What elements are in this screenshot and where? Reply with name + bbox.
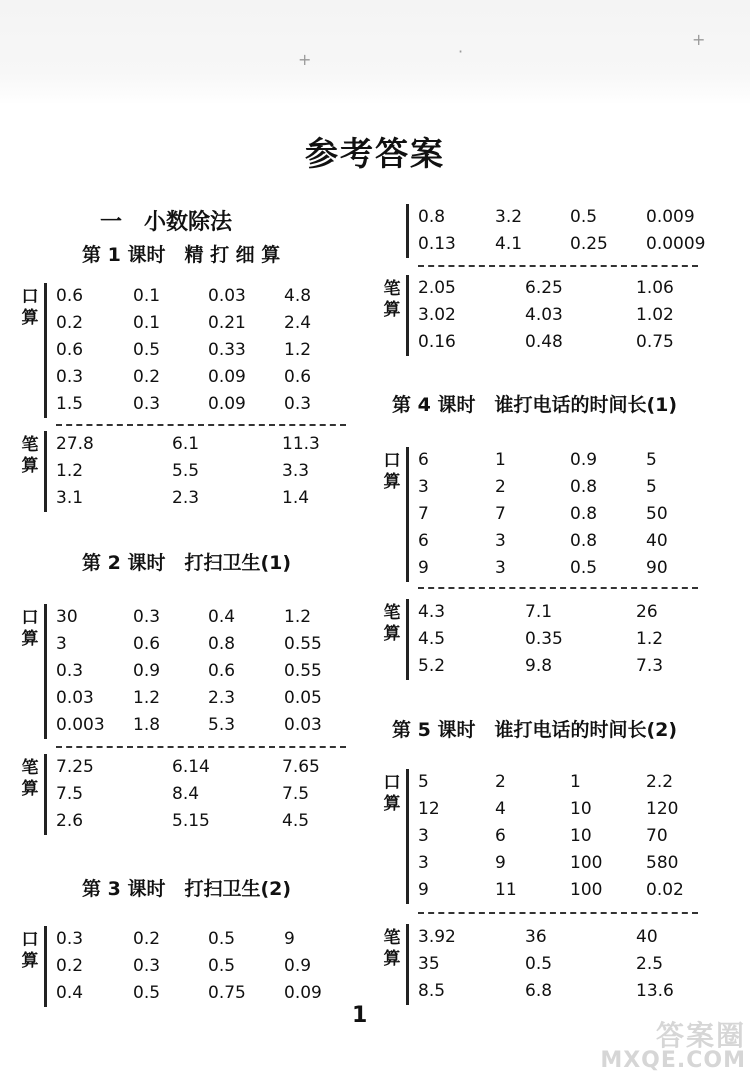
answer-value: 8.5 (418, 981, 446, 1001)
answer-value: 3 (418, 853, 429, 873)
answer-value: 9 (284, 929, 295, 949)
answer-value: 0.8 (418, 207, 446, 227)
answer-value: 7.25 (56, 757, 94, 777)
answer-value: 1.8 (133, 715, 161, 735)
bracket-bar (406, 769, 409, 904)
answer-value: 100 (570, 853, 603, 873)
answer-value: 0.9 (284, 956, 312, 976)
answer-value: 0.003 (56, 715, 105, 735)
watermark-url: MXQE.COM (600, 1048, 746, 1073)
label-char: 口 (21, 608, 39, 628)
answer-value: 0.55 (284, 661, 322, 681)
answer-value: 1 (570, 772, 581, 792)
written-label (382, 603, 402, 645)
answer-value: 9 (418, 558, 429, 578)
label-char: 算 (21, 951, 39, 971)
answer-value: 0.2 (56, 956, 84, 976)
answer-value: 0.3 (56, 661, 84, 681)
answer-value: 0.13 (418, 234, 456, 254)
answer-value: 0.6 (133, 634, 161, 654)
answer-value: 0.3 (133, 394, 161, 414)
watermark-text: 答案圈 (655, 1019, 746, 1052)
answer-value: 7.1 (525, 602, 553, 622)
answer-value: 0.25 (570, 234, 608, 254)
answer-value: 0.5 (208, 929, 236, 949)
page-number: 1 (352, 1003, 368, 1028)
answer-value: 9.8 (525, 656, 553, 676)
bracket-bar (44, 604, 47, 739)
answer-value: 40 (636, 927, 658, 947)
oral-label (20, 287, 40, 329)
label-char: 口 (21, 930, 39, 950)
answer-value: 0.75 (636, 332, 674, 352)
answer-value: 9 (418, 880, 429, 900)
bracket-bar (406, 599, 409, 680)
label-char: 算 (383, 472, 401, 492)
bracket-bar (44, 926, 47, 1007)
answer-value: 50 (646, 504, 668, 524)
scan-speck: + (692, 30, 706, 49)
answer-value: 1.2 (133, 688, 161, 708)
answer-value: 0.8 (208, 634, 236, 654)
bracket-bar (406, 924, 409, 1005)
answer-value: 0.05 (284, 688, 322, 708)
written-label (382, 928, 402, 970)
answer-value: 0.03 (56, 688, 94, 708)
label-char: 笔 (21, 758, 39, 778)
answer-value: 6 (495, 826, 506, 846)
answer-value: 0.03 (208, 286, 246, 306)
answer-value: 10 (570, 826, 592, 846)
written-label (20, 435, 40, 477)
answer-value: 3 (495, 531, 506, 551)
answer-value: 0.5 (133, 983, 161, 1003)
answer-value: 3.2 (495, 207, 523, 227)
answer-value: 580 (646, 853, 679, 873)
answer-value: 0.4 (56, 983, 84, 1003)
answer-value: 6.25 (525, 278, 563, 298)
label-char: 算 (21, 456, 39, 476)
answer-value: 5.3 (208, 715, 236, 735)
answer-value: 7.65 (282, 757, 320, 777)
answer-value: 4 (495, 799, 506, 819)
answer-value: 2.5 (636, 954, 664, 974)
answer-value: 1 (495, 450, 506, 470)
answer-value: 1.2 (56, 461, 84, 481)
answer-value: 1.2 (284, 340, 312, 360)
written-label (20, 758, 40, 800)
answer-value: 0.2 (56, 313, 84, 333)
answer-value: 4.03 (525, 305, 563, 325)
oral-label (382, 773, 402, 815)
label-char: 算 (383, 624, 401, 644)
answer-value: 3 (495, 558, 506, 578)
answer-value: 35 (418, 954, 440, 974)
answer-value: 3 (418, 477, 429, 497)
label-char: 算 (21, 308, 39, 328)
answer-value: 0.48 (525, 332, 563, 352)
lesson-heading: 第 3 课时 打扫卫生(2) (82, 878, 292, 900)
answer-value: 5 (646, 450, 657, 470)
bracket-bar (44, 431, 47, 512)
label-char: 笔 (383, 928, 401, 948)
answer-value: 3.3 (282, 461, 310, 481)
label-char: 笔 (383, 279, 401, 299)
answer-value: 4.3 (418, 602, 446, 622)
answer-value: 7.5 (282, 784, 310, 804)
answer-value: 0.5 (525, 954, 553, 974)
answer-value: 13.6 (636, 981, 674, 1001)
answer-value: 90 (646, 558, 668, 578)
answer-value: 27.8 (56, 434, 94, 454)
answer-value: 0.6 (208, 661, 236, 681)
answer-value: 0.09 (284, 983, 322, 1003)
answer-value: 0.5 (570, 558, 598, 578)
label-char: 算 (383, 300, 401, 320)
answer-value: 0.02 (646, 880, 684, 900)
answer-value: 5 (418, 772, 429, 792)
answer-value: 0.9 (570, 450, 598, 470)
answer-value: 0.75 (208, 983, 246, 1003)
answer-value: 0.8 (570, 504, 598, 524)
answer-value: 3 (418, 826, 429, 846)
answer-value: 1.06 (636, 278, 674, 298)
answer-value: 1.2 (284, 607, 312, 627)
answer-value: 1.4 (282, 488, 310, 508)
label-char: 算 (383, 949, 401, 969)
answer-value: 5.15 (172, 811, 210, 831)
answer-value: 0.1 (133, 286, 161, 306)
bracket-bar (406, 204, 409, 258)
answer-value: 0.0009 (646, 234, 706, 254)
answer-value: 30 (56, 607, 78, 627)
answer-value: 4.1 (495, 234, 523, 254)
bracket-bar (44, 754, 47, 835)
answer-value: 40 (646, 531, 668, 551)
answer-value: 5.2 (418, 656, 446, 676)
answer-value: 7.3 (636, 656, 664, 676)
answer-value: 4.8 (284, 286, 312, 306)
label-char: 口 (21, 287, 39, 307)
answer-value: 100 (570, 880, 603, 900)
answer-value: 0.3 (133, 956, 161, 976)
answer-value: 11 (495, 880, 517, 900)
answer-value: 0.9 (133, 661, 161, 681)
answer-value: 0.6 (56, 340, 84, 360)
answer-value: 2.05 (418, 278, 456, 298)
scan-speck: + (298, 50, 312, 69)
answer-value: 2.6 (56, 811, 84, 831)
answer-value: 6.1 (172, 434, 200, 454)
answer-value: 2.4 (284, 313, 312, 333)
label-char: 笔 (383, 603, 401, 623)
lesson-heading: 第 4 课时 谁打电话的时间长(1) (392, 394, 678, 416)
answer-value: 5.5 (172, 461, 200, 481)
answer-value: 0.35 (525, 629, 563, 649)
answer-value: 0.4 (208, 607, 236, 627)
answer-value: 0.2 (133, 367, 161, 387)
answer-value: 4.5 (418, 629, 446, 649)
answer-value: 0.3 (133, 607, 161, 627)
answer-value: 7 (495, 504, 506, 524)
label-char: 口 (383, 773, 401, 793)
lesson-heading: 第 1 课时 精 打 细 算 (82, 244, 281, 266)
answer-value: 1.2 (636, 629, 664, 649)
answer-value: 2.3 (208, 688, 236, 708)
bracket-bar (406, 447, 409, 582)
answer-value: 0.33 (208, 340, 246, 360)
answer-value: 0.2 (133, 929, 161, 949)
page-title: 参考答案 (305, 134, 445, 173)
answer-value: 4.5 (282, 811, 310, 831)
answer-value: 0.5 (208, 956, 236, 976)
bracket-bar (44, 283, 47, 418)
label-char: 口 (383, 451, 401, 471)
answer-value: 5 (646, 477, 657, 497)
answer-value: 3.92 (418, 927, 456, 947)
answer-value: 6 (418, 531, 429, 551)
answer-value: 36 (525, 927, 547, 947)
answer-value: 0.3 (56, 929, 84, 949)
answer-value: 6.14 (172, 757, 210, 777)
dashed-divider (56, 424, 346, 426)
label-char: 算 (21, 629, 39, 649)
answer-value: 0.8 (570, 531, 598, 551)
answer-value: 0.3 (284, 394, 312, 414)
answer-value: 2.2 (646, 772, 674, 792)
oral-label (20, 930, 40, 972)
answer-value: 11.3 (282, 434, 320, 454)
answer-value: 0.009 (646, 207, 695, 227)
answer-value: 70 (646, 826, 668, 846)
answer-value: 12 (418, 799, 440, 819)
answer-value: 6.8 (525, 981, 553, 1001)
answer-value: 0.6 (56, 286, 84, 306)
dashed-divider (418, 587, 698, 589)
oral-label (382, 451, 402, 493)
answer-value: 8.4 (172, 784, 200, 804)
answer-value: 10 (570, 799, 592, 819)
answer-value: 0.16 (418, 332, 456, 352)
label-char: 算 (383, 794, 401, 814)
answer-value: 7 (418, 504, 429, 524)
answer-value: 0.8 (570, 477, 598, 497)
answer-value: 26 (636, 602, 658, 622)
lesson-heading: 第 2 课时 打扫卫生(1) (82, 552, 292, 574)
lesson-heading: 第 5 课时 谁打电话的时间长(2) (392, 719, 678, 741)
answer-value: 3.02 (418, 305, 456, 325)
label-char: 算 (21, 779, 39, 799)
answer-value: 0.5 (570, 207, 598, 227)
dashed-divider (56, 746, 346, 748)
answer-value: 120 (646, 799, 679, 819)
answer-value: 2.3 (172, 488, 200, 508)
answer-value: 0.3 (56, 367, 84, 387)
answer-value: 2 (495, 772, 506, 792)
answer-value: 0.21 (208, 313, 246, 333)
watermark-logo (600, 1019, 746, 1073)
dashed-divider (418, 265, 698, 267)
answer-value: 6 (418, 450, 429, 470)
answer-value: 0.09 (208, 367, 246, 387)
answer-value: 2 (495, 477, 506, 497)
answer-value: 0.55 (284, 634, 322, 654)
answer-value: 1.5 (56, 394, 84, 414)
answer-value: 1.02 (636, 305, 674, 325)
bracket-bar (406, 275, 409, 356)
written-label (382, 279, 402, 321)
label-char: 笔 (21, 435, 39, 455)
chapter-heading: 一 小数除法 (100, 210, 233, 235)
answer-value: 7.5 (56, 784, 84, 804)
answer-value: 0.5 (133, 340, 161, 360)
answer-value: 0.03 (284, 715, 322, 735)
answer-value: 3.1 (56, 488, 84, 508)
scan-top-band (0, 0, 750, 105)
scan-speck: · (458, 42, 464, 61)
oral-label (20, 608, 40, 650)
answer-value: 0.1 (133, 313, 161, 333)
answer-value: 0.6 (284, 367, 312, 387)
answer-value: 9 (495, 853, 506, 873)
answer-value: 3 (56, 634, 67, 654)
answer-value: 0.09 (208, 394, 246, 414)
dashed-divider (418, 912, 698, 914)
